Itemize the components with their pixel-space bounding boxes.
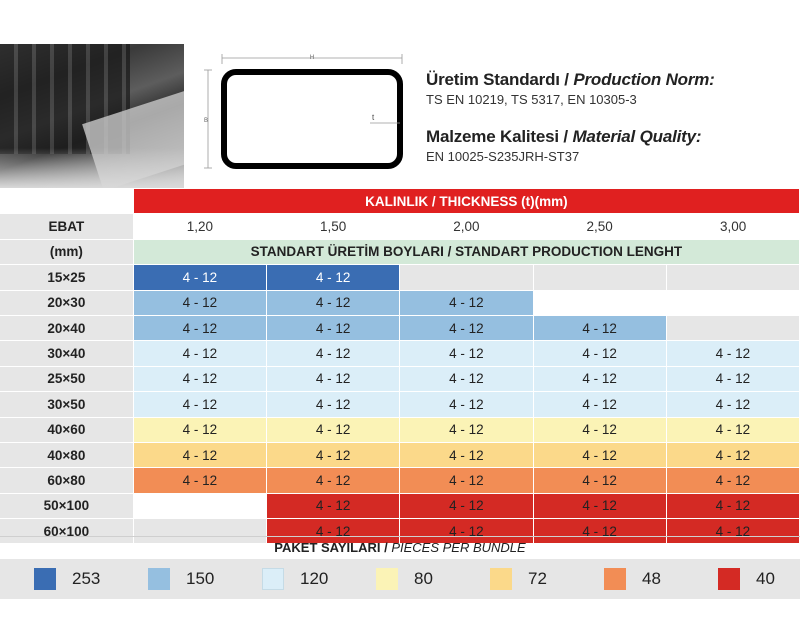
legend-value: 72 (528, 569, 547, 588)
bundle-legend (0, 559, 800, 599)
production-norm-title: Üretim Standardı / Production Norm: (426, 70, 715, 89)
thickness-value: 2,00 (400, 214, 533, 239)
h-dimension-label: H (309, 55, 315, 61)
length-cell: 4 - 12 (400, 315, 533, 340)
legend-swatch (376, 568, 398, 590)
length-cell: 4 - 12 (133, 315, 266, 340)
legend-swatch (148, 568, 170, 590)
length-cell: 4 - 12 (533, 366, 666, 391)
length-cell: 4 - 12 (533, 341, 666, 366)
length-cell: 4 - 12 (267, 519, 400, 544)
length-cell: 4 - 12 (267, 315, 400, 340)
length-cell: 4 - 12 (133, 392, 266, 417)
length-cell: 4 - 12 (400, 290, 533, 315)
length-cell: 4 - 12 (400, 519, 533, 544)
table-row (0, 341, 800, 366)
size-cell: 30×40 (0, 341, 133, 366)
size-cell: 50×100 (0, 493, 133, 518)
legend-item (570, 568, 684, 590)
length-cell: 4 - 12 (133, 265, 266, 290)
production-table (0, 189, 800, 544)
length-cell: 4 - 12 (267, 290, 400, 315)
empty-cell (666, 265, 799, 290)
production-header-row (0, 239, 800, 264)
table-row (0, 315, 800, 340)
legend-swatch (490, 568, 512, 590)
length-cell: 4 - 12 (133, 341, 266, 366)
legend-item (342, 568, 456, 590)
legend-swatch (262, 568, 284, 590)
length-cell: 4 - 12 (533, 315, 666, 340)
length-cell: 4 - 12 (400, 493, 533, 518)
material-quality-value: EN 10025-S235JRH-ST37 (426, 149, 580, 164)
table-row (0, 493, 800, 518)
bundle-title: PAKET SAYILARI / PIECES PER BUNDLE (0, 536, 800, 559)
size-cell: 30×50 (0, 392, 133, 417)
empty-cell (400, 265, 533, 290)
length-cell: 4 - 12 (400, 417, 533, 442)
table-row (0, 366, 800, 391)
b-dimension-label: B (204, 118, 209, 124)
legend-swatch (604, 568, 626, 590)
legend-swatch (34, 568, 56, 590)
table-row (0, 442, 800, 467)
length-cell: 4 - 12 (133, 468, 266, 493)
length-cell: 4 - 12 (533, 468, 666, 493)
length-cell: 4 - 12 (267, 442, 400, 467)
legend-item (114, 568, 228, 590)
thickness-value: 2,50 (533, 214, 666, 239)
legend-value: 40 (756, 569, 775, 588)
length-cell: 4 - 12 (666, 417, 799, 442)
legend-value: 80 (414, 569, 433, 588)
production-norm-value: TS EN 10219, TS 5317, EN 10305-3 (426, 92, 637, 107)
legend-value: 253 (72, 569, 101, 588)
length-cell: 4 - 12 (533, 519, 666, 544)
thickness-values-row (0, 214, 800, 239)
length-cell: 4 - 12 (400, 468, 533, 493)
empty-cell (533, 290, 666, 315)
legend-swatch (718, 568, 740, 590)
table-row (0, 290, 800, 315)
length-cell: 4 - 12 (400, 341, 533, 366)
size-cell: 40×80 (0, 442, 133, 467)
empty-cell (666, 315, 799, 340)
material-quality-title: Malzeme Kalitesi / Material Quality: (426, 127, 702, 146)
length-cell: 4 - 12 (666, 341, 799, 366)
length-cell: 4 - 12 (267, 341, 400, 366)
length-cell: 4 - 12 (666, 442, 799, 467)
steel-pipes-photo (0, 44, 184, 188)
thickness-value: 3,00 (666, 214, 799, 239)
length-cell: 4 - 12 (400, 366, 533, 391)
table-row (0, 417, 800, 442)
thickness-header: KALINLIK / THICKNESS (t)(mm) (133, 189, 799, 214)
production-length-header: STANDART ÜRETİM BOYLARI / STANDART PRODUCTION LENGHT (133, 239, 799, 264)
size-cell: 40×60 (0, 417, 133, 442)
length-cell: 4 - 12 (666, 468, 799, 493)
length-cell: 4 - 12 (533, 493, 666, 518)
thickness-value: 1,50 (267, 214, 400, 239)
unit-header: (mm) (0, 239, 133, 264)
table-row (0, 265, 800, 290)
legend-value: 150 (186, 569, 215, 588)
length-cell: 4 - 12 (267, 493, 400, 518)
length-cell: 4 - 12 (400, 442, 533, 467)
thickness-value: 1,20 (133, 214, 266, 239)
length-cell: 4 - 12 (133, 366, 266, 391)
length-cell: 4 - 12 (133, 417, 266, 442)
legend-item (228, 568, 342, 590)
size-cell: 20×40 (0, 315, 133, 340)
length-cell: 4 - 12 (533, 442, 666, 467)
size-header: EBAT (0, 214, 133, 239)
empty-cell (533, 265, 666, 290)
length-cell: 4 - 12 (267, 366, 400, 391)
legend-item (684, 568, 798, 590)
empty-cell (133, 493, 266, 518)
length-cell: 4 - 12 (400, 392, 533, 417)
length-cell: 4 - 12 (533, 392, 666, 417)
length-cell: 4 - 12 (533, 417, 666, 442)
legend-item (0, 568, 114, 590)
legend-value: 48 (642, 569, 661, 588)
size-cell: 20×30 (0, 290, 133, 315)
size-cell: 60×80 (0, 468, 133, 493)
t-dimension-label: t (372, 113, 375, 122)
length-cell: 4 - 12 (133, 290, 266, 315)
length-cell: 4 - 12 (666, 519, 799, 544)
specifications (426, 70, 715, 164)
header-section (0, 0, 800, 188)
empty-cell (666, 290, 799, 315)
rectangular-profile-diagram (200, 50, 410, 180)
legend-item (456, 568, 570, 590)
length-cell: 4 - 12 (267, 392, 400, 417)
table-row (0, 468, 800, 493)
table-row (0, 392, 800, 417)
length-cell: 4 - 12 (267, 468, 400, 493)
length-cell: 4 - 12 (666, 366, 799, 391)
thickness-header-row (0, 189, 800, 214)
size-cell: 15×25 (0, 265, 133, 290)
length-cell: 4 - 12 (666, 493, 799, 518)
legend-value: 120 (300, 569, 329, 588)
length-cell: 4 - 12 (267, 417, 400, 442)
size-cell: 25×50 (0, 366, 133, 391)
size-cell: 60×100 (0, 519, 133, 544)
length-cell: 4 - 12 (133, 442, 266, 467)
length-cell: 4 - 12 (666, 392, 799, 417)
length-cell: 4 - 12 (267, 265, 400, 290)
